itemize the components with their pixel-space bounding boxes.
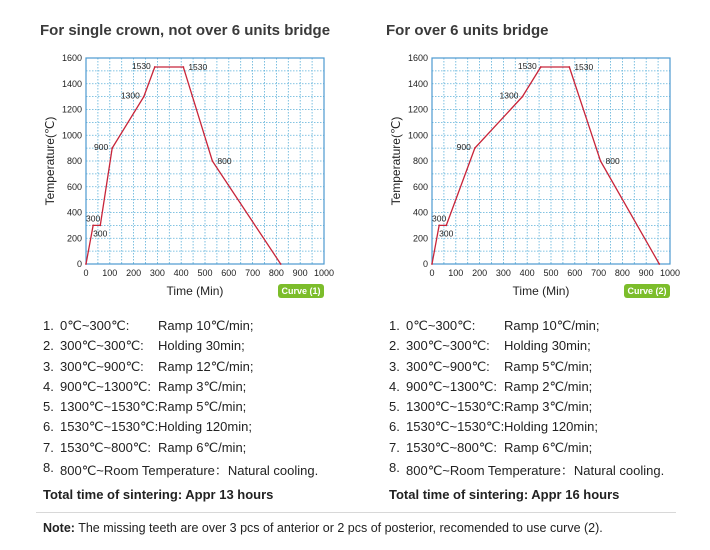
step-num: 1. (389, 318, 400, 333)
x-tick-label: 200 (126, 268, 142, 278)
data-point (99, 224, 101, 226)
step-action: Ramp 3℃/min; (158, 378, 247, 394)
step-range: 300℃~300℃: (406, 338, 490, 354)
x-tick-label: 400 (519, 268, 535, 278)
step-action: Ramp 5℃/min; (158, 399, 247, 415)
x-axis-title: Time (Min) (166, 284, 224, 298)
data-point (568, 66, 570, 68)
sintering-curve-chart-2 (346, 44, 696, 304)
step-num: 8. (43, 460, 54, 476)
data-point (111, 147, 113, 149)
y-tick-label: 600 (412, 181, 428, 192)
data-point (540, 66, 542, 68)
step-num: 7. (389, 439, 400, 455)
point-label: 800 (217, 156, 232, 166)
y-tick-label: 400 (412, 207, 428, 218)
divider (36, 512, 676, 513)
total-sintering-time: Total time of sintering: Appr 13 hours (43, 487, 274, 502)
panel-over-6-units (346, 0, 696, 510)
point-label: 1530 (574, 62, 594, 73)
y-tick-label: 800 (412, 156, 428, 166)
step-range: 800℃~Room Temperature：Natural cooling. (60, 463, 319, 479)
step-action: Ramp 10℃/min; (158, 318, 254, 333)
data-point (431, 263, 433, 265)
step-action: Holding 30min; (504, 338, 591, 354)
step-action: Ramp 5℃/min; (504, 358, 593, 374)
y-tick-label: 1000 (61, 130, 82, 141)
y-axis-title: Temperature(℃) (43, 116, 57, 206)
y-tick-label: 1600 (407, 53, 428, 63)
data-point (143, 96, 145, 98)
point-label: 1300 (499, 90, 519, 101)
step-range: 1530℃~1530℃: (60, 419, 159, 435)
y-tick-label: 1600 (61, 53, 82, 63)
x-axis-title: Time (Min) (512, 284, 570, 298)
step-num: 8. (389, 460, 400, 476)
step-range: 300℃~900℃: (60, 358, 144, 374)
x-tick-label: 1000 (313, 268, 335, 278)
data-point (438, 224, 440, 226)
step-num: 7. (43, 439, 54, 455)
step-action: Ramp 6℃/min; (158, 439, 247, 455)
step-num: 2. (43, 338, 54, 354)
step-num: 5. (43, 399, 54, 415)
curve-badge (278, 284, 324, 298)
step-range: 800℃~Room Temperature：Natural cooling. (406, 463, 665, 479)
note-text: The missing teeth are over 3 pcs of anterior or 2 pcs of posterior, recomended to use curve (2). (74, 521, 603, 535)
step-action: Ramp 3℃/min; (504, 399, 593, 415)
data-point (658, 263, 660, 265)
data-point (445, 224, 447, 226)
data-point (154, 66, 156, 68)
y-tick-label: 0 (422, 259, 428, 269)
point-label: 1300 (120, 90, 140, 101)
x-tick-label: 100 (448, 268, 464, 278)
step-action: Ramp 2℃/min; (504, 378, 593, 394)
x-tick-label: 800 (268, 268, 284, 278)
x-tick-label: 0 (429, 268, 435, 278)
grid (86, 58, 324, 264)
x-tick-label: 100 (102, 268, 118, 278)
x-tick-label: 900 (292, 268, 308, 278)
step-range: 1300℃~1530℃: (60, 399, 159, 415)
step-num: 4. (43, 378, 54, 394)
data-point (474, 147, 476, 149)
x-tick-label: 400 (173, 268, 189, 278)
step-range: 900℃~1300℃: (60, 378, 152, 394)
y-tick-label: 600 (66, 181, 82, 192)
x-tick-label: 600 (567, 268, 583, 278)
data-point (85, 263, 87, 265)
y-tick-label: 0 (76, 259, 82, 269)
point-label: 1530 (517, 61, 537, 72)
x-tick-label: 300 (495, 268, 511, 278)
point-label: 800 (605, 156, 620, 166)
badge-label: Curve (2) (627, 286, 667, 296)
step-num: 2. (389, 338, 400, 354)
y-tick-label: 1200 (61, 104, 82, 115)
data-point (280, 263, 282, 265)
x-tick-label: 200 (472, 268, 488, 278)
step-range: 300℃~900℃: (406, 358, 490, 374)
x-tick-label: 500 (197, 268, 213, 278)
badge-label: Curve (1) (281, 286, 321, 296)
step-action: Holding 120min; (504, 419, 598, 435)
step-range: 1530℃~800℃: (406, 439, 498, 455)
x-tick-label: 600 (221, 268, 237, 278)
y-tick-label: 1000 (407, 130, 428, 141)
point-label: 900 (456, 142, 471, 153)
sintering-curve-chart-1 (0, 44, 350, 304)
data-point (211, 160, 213, 162)
x-tick-label: 900 (638, 268, 654, 278)
y-tick-label: 200 (412, 233, 428, 244)
step-action: Ramp 10℃/min; (504, 318, 600, 333)
data-point (182, 66, 184, 68)
panel-title: For single crown, not over 6 units bridge (40, 22, 331, 39)
point-label: 1530 (188, 62, 208, 73)
step-range: 300℃~300℃: (60, 338, 144, 354)
step-range: 0℃~300℃: (406, 318, 476, 333)
y-tick-label: 800 (66, 156, 82, 166)
step-range: 900℃~1300℃: (406, 378, 498, 394)
point-label: 300 (439, 228, 454, 239)
y-tick-label: 1200 (407, 104, 428, 115)
x-tick-label: 0 (83, 268, 89, 278)
x-tick-label: 1000 (659, 268, 681, 278)
step-action: Ramp 6℃/min; (504, 439, 593, 455)
curve-badge (624, 284, 670, 298)
x-tick-label: 700 (245, 268, 261, 278)
step-action: Ramp 12℃/min; (158, 358, 254, 374)
step-num: 6. (43, 419, 54, 435)
step-range: 1300℃~1530℃: (406, 399, 505, 415)
y-tick-label: 400 (66, 207, 82, 218)
step-range: 1530℃~1530℃: (406, 419, 505, 435)
step-num: 6. (389, 419, 400, 435)
step-num: 5. (389, 399, 400, 415)
y-tick-label: 1400 (61, 78, 82, 89)
x-tick-label: 500 (543, 268, 559, 278)
y-tick-label: 200 (66, 233, 82, 244)
y-tick-label: 1400 (407, 78, 428, 89)
x-tick-label: 700 (591, 268, 607, 278)
step-range: 0℃~300℃: (60, 318, 130, 333)
point-label: 1530 (131, 61, 151, 72)
x-tick-label: 300 (149, 268, 165, 278)
step-num: 3. (43, 358, 54, 374)
total-sintering-time: Total time of sintering: Appr 16 hours (389, 487, 620, 502)
panel-title: For over 6 units bridge (386, 22, 549, 39)
step-num: 1. (43, 318, 54, 333)
panel-single-crown (0, 0, 350, 510)
step-action: Holding 30min; (158, 338, 245, 354)
step-range: 1530℃~800℃: (60, 439, 152, 455)
data-point (92, 224, 94, 226)
point-label: 300 (86, 213, 101, 224)
x-tick-label: 800 (614, 268, 630, 278)
step-num: 3. (389, 358, 400, 374)
point-label: 300 (432, 213, 447, 224)
data-point (600, 160, 602, 162)
grid (432, 58, 670, 264)
step-num: 4. (389, 378, 400, 394)
y-axis-title: Temperature(℃) (389, 116, 403, 206)
data-point (522, 96, 524, 98)
point-label: 900 (93, 142, 109, 153)
note-label: Note: (43, 521, 75, 535)
point-label: 300 (93, 228, 108, 239)
note (43, 521, 603, 535)
step-action: Holding 120min; (158, 419, 252, 435)
